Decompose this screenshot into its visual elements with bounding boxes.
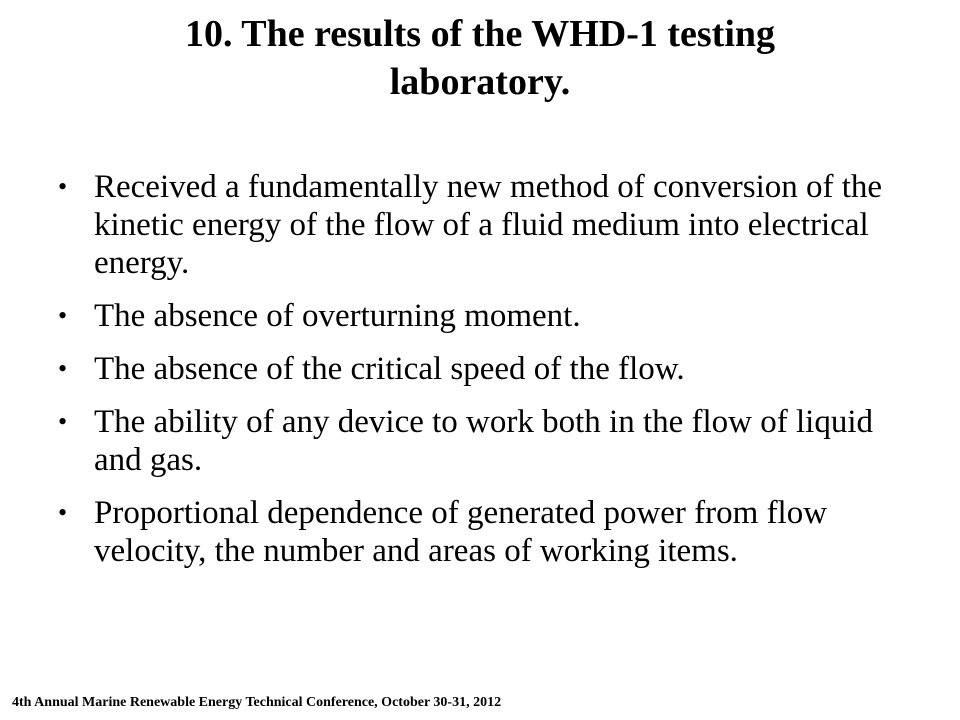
bullet-icon: • xyxy=(58,354,68,383)
bullet-item xyxy=(58,350,918,388)
conference-footer: 4th Annual Marine Renewable Energy Technical Conference, October 30-31, 2012 xyxy=(12,695,502,710)
title-line-1: 10. The results of the WHD-1 testing xyxy=(184,13,776,55)
bullet-icon: • xyxy=(58,301,68,330)
slide-title xyxy=(100,10,860,106)
bullet-list xyxy=(58,168,918,585)
bullet-item xyxy=(58,297,918,335)
bullet-item xyxy=(58,168,918,282)
bullet-text: The absence of the critical speed of the flow. xyxy=(94,351,685,387)
bullet-text: Proportional dependence of generated power from flow velocity, the number and areas of working items. xyxy=(94,495,828,569)
bullet-text: The ability of any device to work both in the flow of liquid and gas. xyxy=(94,404,873,478)
bullet-text: The absence of overturning moment. xyxy=(94,298,581,334)
bullet-icon: • xyxy=(58,172,68,201)
bullet-icon: • xyxy=(58,498,68,527)
bullet-item xyxy=(58,494,918,570)
title-line-2: laboratory. xyxy=(389,61,571,103)
bullet-icon: • xyxy=(58,407,68,436)
bullet-item xyxy=(58,403,918,479)
bullet-text: Received a fundamentally new method of conversion of the kinetic energy of the flow of a fluid medium into electrical energy. xyxy=(94,169,883,281)
